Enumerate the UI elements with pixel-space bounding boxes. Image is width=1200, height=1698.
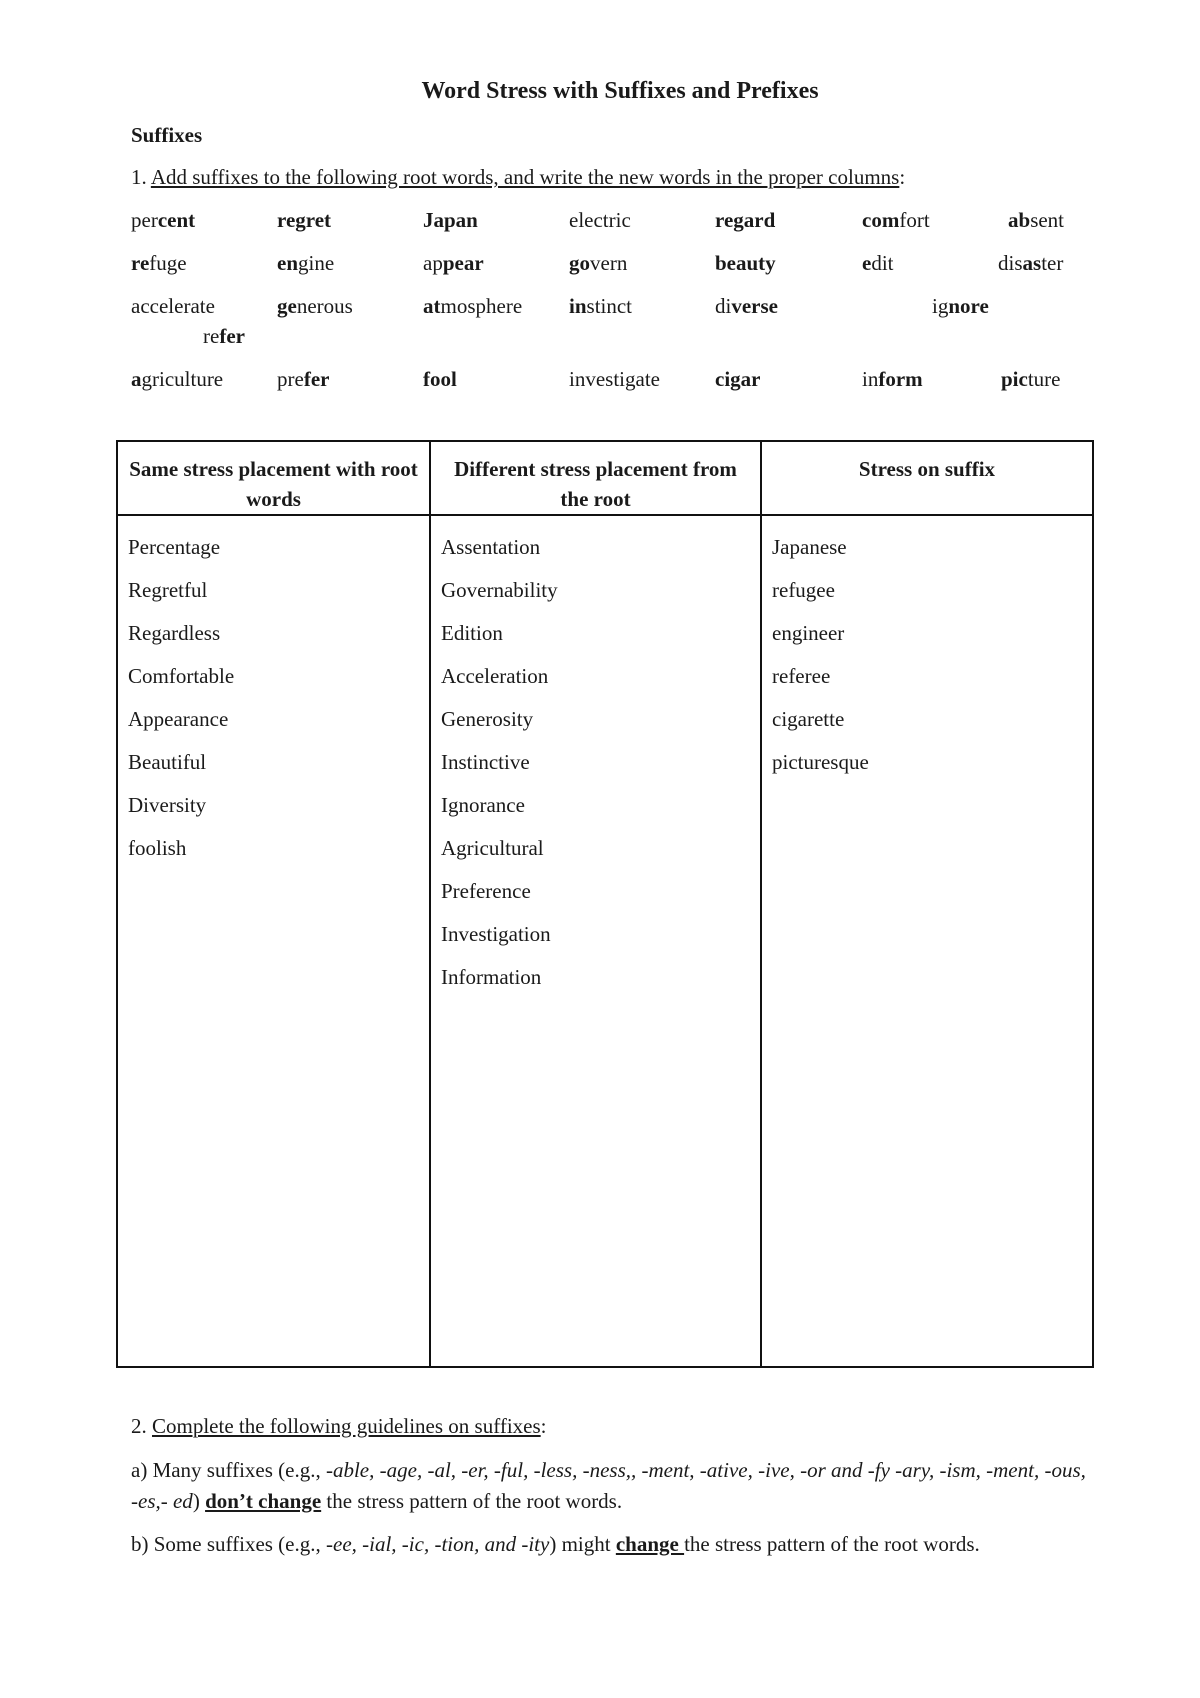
guideline-close: ) (192, 1489, 206, 1513)
guideline-examples: -able, -age, -al, -er, -ful, -less, -ness,, -ment, -ative, -ive, -or and -fy -ary, -ism, -ment, -ous, -es,- ed (131, 1458, 1086, 1513)
list-item: Assentation (441, 535, 541, 559)
root-word: atmosphere (423, 294, 523, 318)
root-word: regret (277, 208, 332, 232)
list-item: Beautiful (128, 750, 207, 774)
list-item: Diversity (128, 793, 207, 817)
root-word: picture (1001, 367, 1061, 391)
table-header-row (117, 441, 1093, 515)
root-word: agriculture (131, 367, 224, 391)
root-word: refuge (131, 251, 187, 275)
table-body-row (117, 515, 1093, 1367)
root-word: engine (277, 251, 335, 275)
guideline-key-phrase: change (615, 1532, 685, 1556)
root-word: regard (715, 208, 776, 232)
root-word: cigar (715, 367, 761, 391)
list-item: Regardless (128, 621, 221, 645)
root-word: comfort (862, 208, 930, 232)
list-item: Governability (441, 578, 558, 602)
root-word: govern (569, 251, 628, 275)
guideline-key-phrase: don’t change (205, 1489, 322, 1513)
list-item: Instinctive (441, 750, 530, 774)
list-item: Information (441, 965, 542, 989)
root-word: absent (1008, 208, 1065, 232)
list-item: Agricultural (441, 836, 544, 860)
section-heading: Suffixes (131, 123, 203, 147)
instruction-1 (131, 165, 905, 190)
list-item: Japanese (772, 535, 847, 559)
root-word: accelerate (131, 294, 215, 318)
instruction-text: Complete the following guidelines on suffixes (152, 1414, 541, 1438)
page-title: Word Stress with Suffixes and Prefixes (421, 78, 819, 104)
list-item: Acceleration (441, 664, 549, 688)
list-item: cigarette (772, 707, 845, 731)
root-word: generous (277, 294, 353, 318)
instruction-number: 1. (131, 165, 151, 189)
list-item: foolish (128, 836, 187, 860)
root-word: appear (423, 251, 484, 275)
root-word: investigate (569, 367, 660, 391)
guideline-b (131, 1529, 1091, 1560)
root-word: diverse (715, 294, 778, 318)
guideline-examples: -ee, -ial, -ic, -tion, and -ity (326, 1532, 550, 1556)
guideline-a (131, 1455, 1091, 1517)
root-word: edit (862, 251, 894, 275)
list-item: Generosity (441, 707, 534, 731)
list-item: Comfortable (128, 664, 235, 688)
root-word: fool (423, 367, 457, 391)
guideline-close: ) might (549, 1532, 616, 1556)
list-item: referee (772, 664, 831, 688)
root-word: prefer (277, 367, 330, 391)
suffix-stress-cell (761, 515, 1093, 1367)
header-stress-on-suffix: Stress on suffix (761, 441, 1093, 515)
header-same-stress: Same stress placement with root words (117, 441, 430, 515)
guideline-lead: b) Some suffixes (e.g., (131, 1532, 326, 1556)
stress-classification-table (116, 440, 1094, 1368)
different-stress-cell (430, 515, 761, 1367)
root-word: inform (862, 367, 923, 391)
root-word: electric (569, 208, 631, 232)
list-item: picturesque (772, 750, 869, 774)
instruction-colon: : (540, 1414, 547, 1438)
list-item: engineer (772, 621, 845, 645)
same-stress-cell (117, 515, 430, 1367)
list-item: Regretful (128, 578, 208, 602)
guideline-tail: the stress pattern of the root words. (321, 1489, 623, 1513)
instruction-number: 2. (131, 1414, 152, 1438)
list-item: Percentage (128, 535, 221, 559)
instruction-colon: : (899, 165, 906, 189)
root-word: beauty (715, 251, 776, 275)
list-item: Ignorance (441, 793, 525, 817)
list-item: Appearance (128, 707, 229, 731)
root-word: refer (203, 324, 245, 348)
instruction-2 (131, 1414, 547, 1439)
root-word: disaster (998, 251, 1064, 275)
instruction-text: Add suffixes to the following root words, and write the new words in the proper columns (150, 165, 900, 189)
list-item: Preference (441, 879, 531, 903)
list-item: Investigation (441, 922, 551, 946)
list-item: Edition (441, 621, 503, 645)
root-word: instinct (569, 294, 633, 318)
guideline-tail: the stress pattern of the root words. (684, 1532, 980, 1556)
root-word: Japan (423, 208, 478, 232)
list-item: refugee (772, 578, 835, 602)
header-different-stress: Different stress placement from the root (430, 441, 761, 515)
guideline-lead: a) Many suffixes (e.g., (131, 1458, 326, 1482)
root-word: percent (131, 208, 196, 232)
root-word: ignore (932, 294, 989, 318)
